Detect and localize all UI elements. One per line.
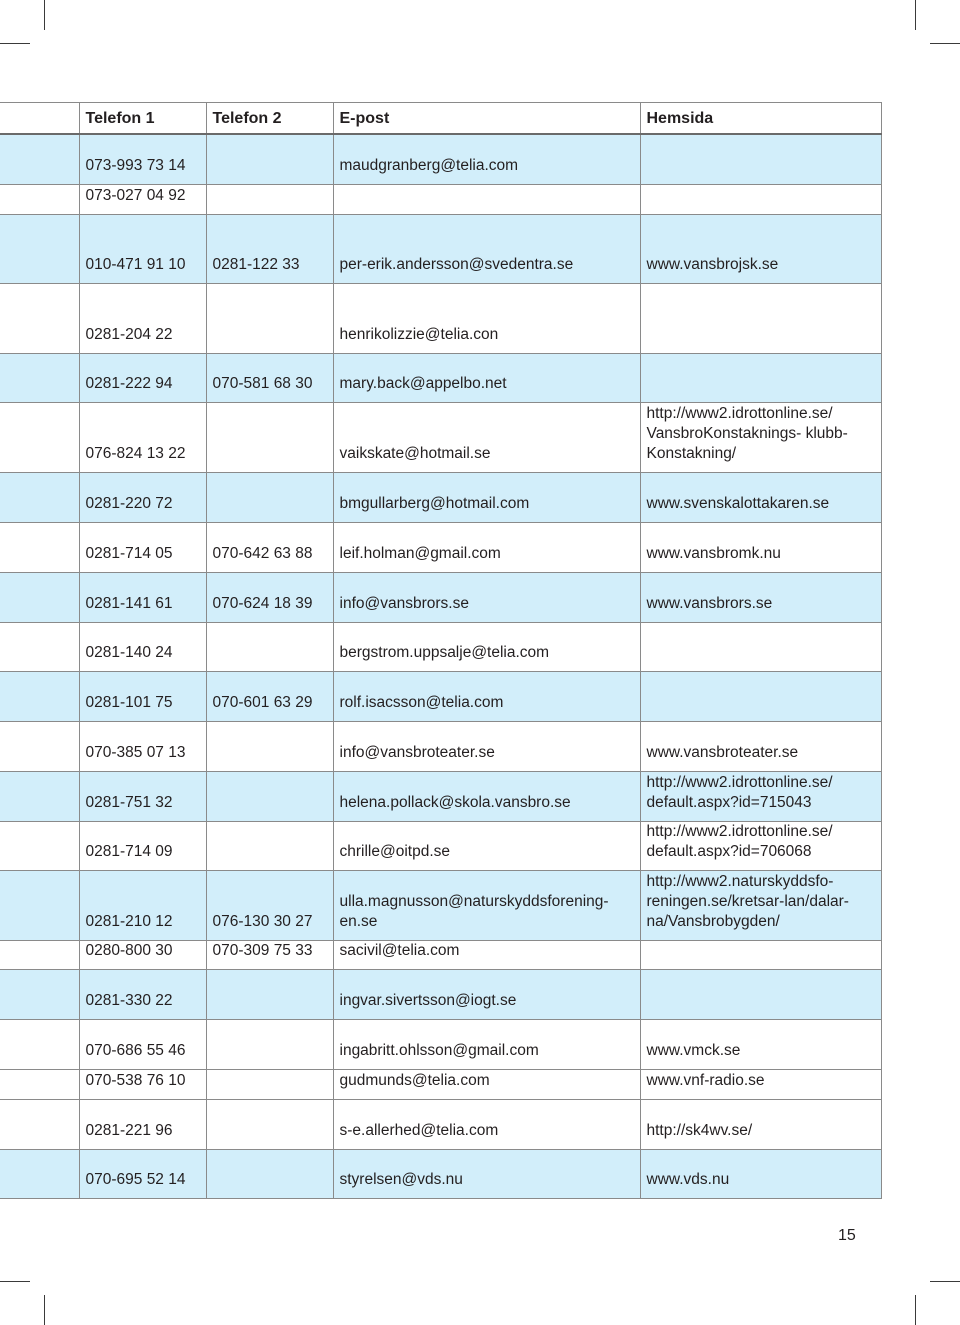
cell-email: leif.holman@gmail.com (333, 523, 640, 573)
cell-tel1: 0281-751 32 (79, 772, 206, 822)
cell-tel2: 0281-122 33 (206, 215, 333, 284)
table-row (0, 772, 881, 822)
table-row (0, 523, 881, 573)
table-row (0, 573, 881, 623)
cell-tel2 (206, 134, 333, 185)
cell-email: per-erik.andersson@svedentra.se (333, 215, 640, 284)
spacer-cell (0, 772, 79, 822)
cell-email: mary.back@appelbo.net (333, 354, 640, 403)
cell-tel2 (206, 772, 333, 822)
cell-web: www.vmck.se (640, 1020, 881, 1070)
cell-tel2 (206, 284, 333, 354)
cell-email: maudgranberg@telia.com (333, 134, 640, 185)
table-row (0, 403, 881, 473)
cell-web: www.vansbrojsk.se (640, 215, 881, 284)
table-row (0, 672, 881, 722)
table-row (0, 1150, 881, 1199)
cell-web: http://www2.naturskyddsfo- reningen.se/kretsar-lan/dalar- na/Vansbrobygden/ (640, 871, 881, 941)
table-row (0, 822, 881, 871)
cell-tel2 (206, 1020, 333, 1070)
cell-tel2 (206, 822, 333, 871)
cell-tel1: 073-993 73 14 (79, 134, 206, 185)
cell-email: rolf.isacsson@telia.com (333, 672, 640, 722)
cell-email: styrelsen@vds.nu (333, 1150, 640, 1199)
cell-email: gudmunds@telia.com (333, 1070, 640, 1100)
spacer-cell (0, 573, 79, 623)
cell-email: s-e.allerhed@telia.com (333, 1100, 640, 1150)
cell-email: info@vansbroteater.se (333, 722, 640, 772)
cell-tel1: 0281-220 72 (79, 473, 206, 523)
page-number: 15 (838, 1227, 856, 1244)
crop-mark (915, 1295, 916, 1325)
cell-email: helena.pollack@skola.vansbro.se (333, 772, 640, 822)
spacer-cell (0, 822, 79, 871)
cell-web: www.vnf-radio.se (640, 1070, 881, 1100)
crop-mark (44, 0, 45, 30)
spacer-cell (0, 134, 79, 185)
cell-email: chrille@oitpd.se (333, 822, 640, 871)
cell-tel1: 070-385 07 13 (79, 722, 206, 772)
cell-tel1: 0281-221 96 (79, 1100, 206, 1150)
cell-web (640, 672, 881, 722)
cell-email: henrikolizzie@telia.con (333, 284, 640, 354)
cell-tel2: 070-309 75 33 (206, 941, 333, 970)
cell-tel1: 0281-210 12 (79, 871, 206, 941)
cell-tel1: 070-538 76 10 (79, 1070, 206, 1100)
spacer-cell (0, 871, 79, 941)
table-row (0, 473, 881, 523)
spacer-cell (0, 103, 79, 134)
header-hemsida: Hemsida (640, 103, 881, 134)
table-row (0, 1020, 881, 1070)
spacer-cell (0, 1150, 79, 1199)
table-row (0, 284, 881, 354)
cell-web: http://sk4wv.se/ (640, 1100, 881, 1150)
cell-tel2: 070-624 18 39 (206, 573, 333, 623)
cell-email: vaikskate@hotmail.se (333, 403, 640, 473)
cell-web (640, 284, 881, 354)
cell-web: http://www2.idrottonline.se/ default.aspx?id=715043 (640, 772, 881, 822)
cell-tel1: 0281-101 75 (79, 672, 206, 722)
table-row (0, 1100, 881, 1150)
table-row (0, 134, 881, 185)
spacer-cell (0, 672, 79, 722)
spacer-cell (0, 354, 79, 403)
crop-mark (0, 43, 30, 44)
cell-web (640, 623, 881, 672)
header-telefon2: Telefon 2 (206, 103, 333, 134)
cell-email (333, 185, 640, 215)
cell-tel1: 0281-204 22 (79, 284, 206, 354)
cell-tel1: 0281-140 24 (79, 623, 206, 672)
cell-tel2 (206, 1070, 333, 1100)
cell-tel1: 010-471 91 10 (79, 215, 206, 284)
contacts-table (0, 102, 882, 1199)
cell-tel2: 070-581 68 30 (206, 354, 333, 403)
spacer-cell (0, 185, 79, 215)
table-row (0, 185, 881, 215)
cell-tel2 (206, 1150, 333, 1199)
spacer-cell (0, 722, 79, 772)
cell-web: www.svenskalottakaren.se (640, 473, 881, 523)
cell-email: ulla.magnusson@naturskyddsforening- en.se (333, 871, 640, 941)
spacer-cell (0, 1100, 79, 1150)
spacer-cell (0, 523, 79, 573)
cell-tel2: 070-601 63 29 (206, 672, 333, 722)
cell-tel2 (206, 473, 333, 523)
spacer-cell (0, 473, 79, 523)
cell-tel1: 070-695 52 14 (79, 1150, 206, 1199)
spacer-cell (0, 941, 79, 970)
spacer-cell (0, 215, 79, 284)
spacer-cell (0, 1020, 79, 1070)
cell-tel2 (206, 623, 333, 672)
cell-tel2 (206, 185, 333, 215)
table-row (0, 354, 881, 403)
cell-web: http://www2.idrottonline.se/ VansbroKonstaknings- klubb-Konstakning/ (640, 403, 881, 473)
cell-tel2 (206, 403, 333, 473)
table-row (0, 970, 881, 1020)
cell-web: www.vds.nu (640, 1150, 881, 1199)
cell-tel2 (206, 970, 333, 1020)
spacer-cell (0, 970, 79, 1020)
cell-tel1: 073-027 04 92 (79, 185, 206, 215)
cell-email: sacivil@telia.com (333, 941, 640, 970)
header-telefon1: Telefon 1 (79, 103, 206, 134)
cell-web (640, 941, 881, 970)
table-row (0, 871, 881, 941)
cell-tel2: 070-642 63 88 (206, 523, 333, 573)
cell-tel1: 0281-141 61 (79, 573, 206, 623)
table-row (0, 623, 881, 672)
cell-web: www.vansbrors.se (640, 573, 881, 623)
cell-web (640, 354, 881, 403)
cell-email: bergstrom.uppsalje@telia.com (333, 623, 640, 672)
cell-tel2 (206, 722, 333, 772)
spacer-cell (0, 1070, 79, 1100)
table-row (0, 1070, 881, 1100)
cell-email: bmgullarberg@hotmail.com (333, 473, 640, 523)
cell-web (640, 970, 881, 1020)
table-row (0, 722, 881, 772)
cell-tel1: 0281-714 09 (79, 822, 206, 871)
cell-email: ingabritt.ohlsson@gmail.com (333, 1020, 640, 1070)
crop-mark (0, 1281, 30, 1282)
crop-mark (930, 1281, 960, 1282)
cell-web: www.vansbroteater.se (640, 722, 881, 772)
crop-mark (930, 43, 960, 44)
table-row (0, 941, 881, 970)
cell-tel1: 0281-330 22 (79, 970, 206, 1020)
cell-web: http://www2.idrottonline.se/ default.aspx?id=706068 (640, 822, 881, 871)
cell-tel1: 0281-714 05 (79, 523, 206, 573)
cell-web (640, 185, 881, 215)
cell-tel2 (206, 1100, 333, 1150)
crop-mark (915, 0, 916, 30)
cell-tel1: 0280-800 30 (79, 941, 206, 970)
cell-web (640, 134, 881, 185)
cell-email: info@vansbrors.se (333, 573, 640, 623)
cell-tel2: 076-130 30 27 (206, 871, 333, 941)
cell-tel1: 070-686 55 46 (79, 1020, 206, 1070)
spacer-cell (0, 623, 79, 672)
cell-web: www.vansbromk.nu (640, 523, 881, 573)
spacer-cell (0, 403, 79, 473)
spacer-cell (0, 284, 79, 354)
crop-mark (44, 1295, 45, 1325)
cell-tel1: 0281-222 94 (79, 354, 206, 403)
cell-email: ingvar.sivertsson@iogt.se (333, 970, 640, 1020)
header-epost: E-post (333, 103, 640, 134)
table-header-row (0, 103, 881, 134)
cell-tel1: 076-824 13 22 (79, 403, 206, 473)
table-row (0, 215, 881, 284)
